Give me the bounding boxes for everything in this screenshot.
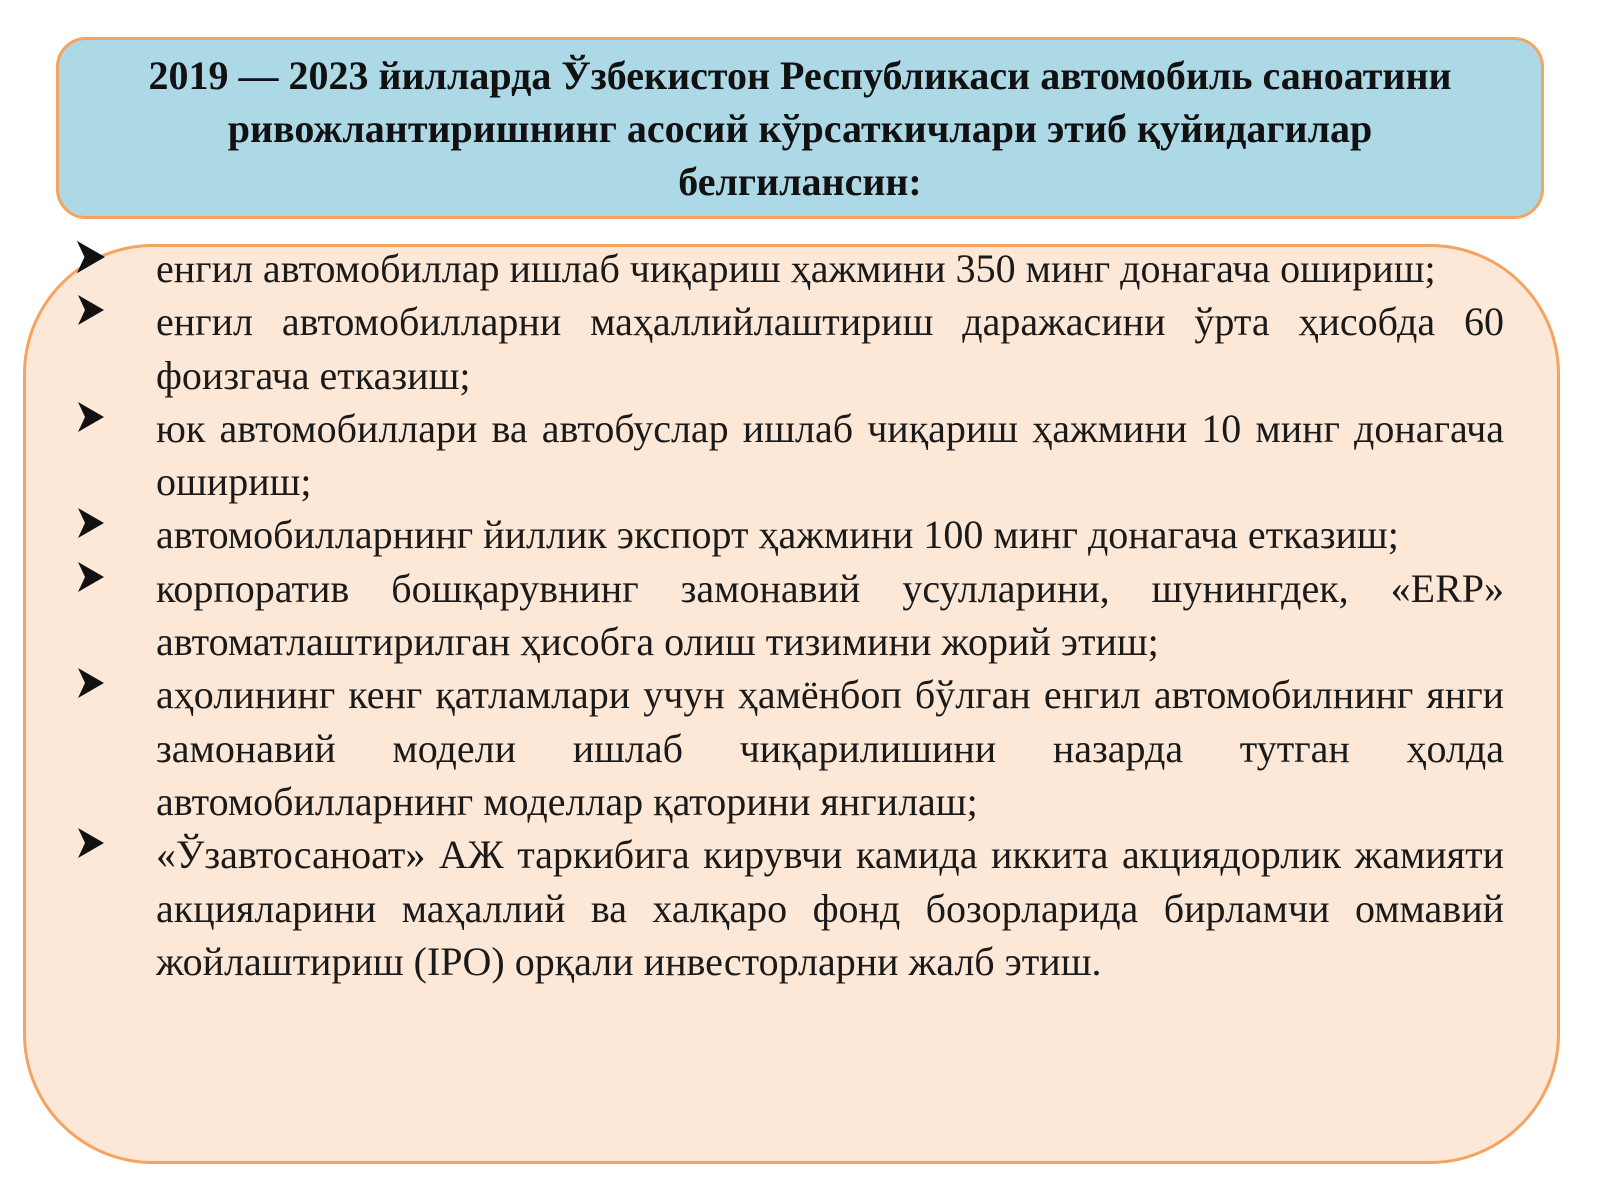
list-item bbox=[76, 668, 1504, 828]
arrowhead-bullet-icon bbox=[76, 232, 156, 274]
list-item bbox=[76, 402, 1504, 509]
list-item bbox=[76, 562, 1504, 669]
arrowhead-bullet-icon bbox=[76, 818, 156, 860]
list-item bbox=[76, 242, 1504, 295]
arrowhead-bullet-icon bbox=[76, 392, 156, 434]
list-item-text: енгил автомобиллар ишлаб чиқариш ҳажмини 350 минг донагача ошириш; bbox=[156, 246, 1436, 291]
arrowhead-bullet-icon bbox=[76, 498, 156, 540]
list-item-text: «Ўзавтосаноат» АЖ таркибига кирувчи камида иккита акциядорлик жамияти акцияларини маҳаллий ва халқаро фонд бозорларида бирламчи оммавий жойлаштириш (IPO) орқали инвесторларни жалб этиш. bbox=[156, 832, 1504, 984]
list-item-text: автомобилларнинг йиллик экспорт ҳажмини 100 минг донагача етказиш; bbox=[156, 512, 1399, 558]
arrowhead-bullet-icon bbox=[76, 658, 156, 700]
indicators-list bbox=[76, 242, 1504, 988]
header-box bbox=[56, 37, 1544, 219]
arrowhead-bullet-icon bbox=[76, 285, 156, 327]
list-item-text: корпоратив бошқарувнинг замонавий усулларини, шунингдек, «ERP» автоматлаштирилган ҳисобга олиш тизимини жорий этиш; bbox=[156, 565, 1504, 665]
list-item bbox=[76, 828, 1504, 988]
list-item bbox=[76, 508, 1504, 561]
list-item-text: аҳолининг кенг қатламлари учун ҳамёнбоп бўлган енгил автомобилнинг янги замонавий модели ишлаб чиқарилишини назарда тутган ҳолда автомобилларнинг моделлар қаторини янгилаш; bbox=[156, 672, 1504, 824]
arrowhead-bullet-icon bbox=[76, 552, 156, 594]
list-item-text: енгил автомобилларни маҳаллийлаштириш даражасини ўрта ҳисобда 60 фоизгача етказиш; bbox=[156, 299, 1504, 398]
list-item bbox=[76, 295, 1504, 402]
header-title: 2019 — 2023 йилларда Ўзбекистон Республикаси автомобиль саноатини ривожлантиришнинг асосий кўрсаткичлари этиб қуйидагилар белгилансин: bbox=[148, 52, 1452, 204]
list-item-text: юк автомобиллари ва автобуслар ишлаб чиқариш ҳажмини 10 минг донагача ошириш; bbox=[156, 405, 1504, 505]
